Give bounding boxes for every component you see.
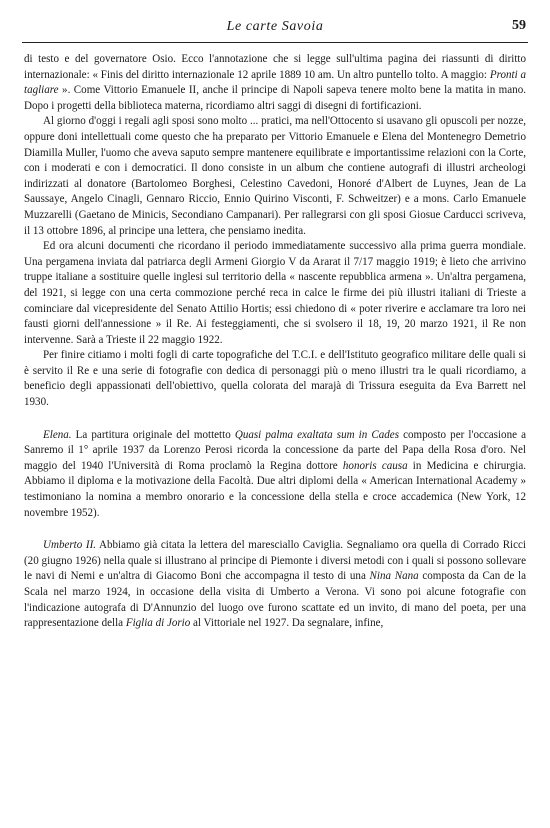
text-run: ». Come Vittorio Emanuele II, anche il principe di Napoli sapeva tenere molto bene la matita in mano. Dopo i progetti della biblioteca materna, ricordiamo altri saggi di disegni di fortificazioni. [24,84,526,112]
section-paragraph [24,428,526,522]
italic-text: Pronti a tagliare [24,68,526,97]
paragraph [24,239,526,348]
text-run: composta da Can de la Scala nel marzo 1924, in occasione della visita di Umberto a Verona. Vi sono poi alcune fotografie con l'indicazione autografa di D'Annunzio del luogo ove furono scattate ed un invito, di mano del poeta, per una rappresentazione della [24,570,526,630]
italic-text: Figlia di Jorio [125,617,191,630]
paragraph [24,348,526,410]
italic-text: Umberto II. [43,539,97,552]
italic-text: Quasi palma exaltata sum in Cades [234,428,399,441]
italic-text: Nina Nana [369,570,419,583]
italic-text: honoris causa [342,459,408,472]
body-text [24,52,526,632]
text-run: Abbiamo già citata la lettera del maresciallo Caviglia. Segnaliamo ora quella di Corrado Ricci (20 giugno 1926) nella quale si illustrano al principe di Piemonte i diversi metodi con i quali si possono sollevare le navi di Nemi e un'altra di Giacomo Boni che accompagna il testo di una [24,539,527,583]
text-run: in Medicina e chirurgia. Abbiamo il diploma e la motivazione della Facoltà. Due altri diplomi della « American International Academy » testimoniano la nomina a membro onorario e la concessione della stella e croce accademica (New York, 12 novembre 1952). [24,459,526,519]
text-run: di testo e del governatore Osio. Ecco l'annotazione che si legge sull'ultima pagina dei riassunti di diritto internazionale: « Finis del diritto internazionale 12 aprile 1889 10 am. Un altro puntello tolto. A maggio: [24,53,526,81]
text-run: Al giorno d'oggi i regali agli sposi sono molto ... pratici, ma nell'Ottocento si usavano gli opuscoli per nozze, oppure doni intellettuali come questo che ha preparato per Vittorio Emanuele e Elena del Montenegro Demetrio Diamilla Muller, l'uomo che aveva saputo sempre mantenere equilibrate e importantissime relazioni con la Corte, con i moderati e con i democratici. Il dono consiste in un album che contiene autografi di illustri archeologi indirizzati al donatore (Bartolomeo Borghesi, Celestino Cavedoni, Honoré d'Albert de Luynes, Jean de La Saussaye, Angelo Cinagli, Gennaro Riccio, Ennio Quirino Visconti, F. Schweitzer) e a mons. Carlo Emanuele Muzzarelli (Gaetano de Minicis, Secondiano Campanari). Per rallegrarsi con gli sposi Giosue Carducci scriveva, il 13 ottobre 1896, al principe una lettera, che pensiamo inedita. [24,115,526,237]
running-title: Le carte Savoia [226,19,324,34]
paragraph [24,114,526,239]
text-run: Per finire citiamo i molti fogli di carte topografiche del T.C.I. e dell'Istituto geografico militare delle quali si è servito il Re e una serie di fotografie con dedica di personaggi più o meno illustri tra le quali ricordiamo, a beneficio degli appassionati dell'obiettivo, quella colorata del marajà di Trissura eseguita da Eva Barrett nel 1930. [24,349,526,409]
italic-text: Elena. [43,428,72,441]
page-number: 59 [512,18,526,33]
text-run: Ed ora alcuni documenti che ricordano il periodo immediatamente successivo alla prima guerra mondiale. Una pergamena inviata dal patriarca degli Armeni Giorgio V da Ararat il 7/17 maggio 1919; è lieto che arrivino truppe italiane a sostituire quelle inglesi sul territorio della « nascente repubblica armena ». Un'altra pergamena, del 1921, si legge con una certa commozione perché reca in calce le firme dei più illustri italiani di Trieste a cominciare dal vicepresidente del Senato Attilio Hortis; essi chiedono di « poter riverire e acclamare tra loro nei fausti giorni dell'annessione » il Re. Ai festeggiamenti, che si svolsero il 18, 19, 20 marzo 1921, il Re non intervenne. Sarà a Trieste il 22 maggio 1922. [24,240,526,346]
text-run: composto per l'occasione a Sanremo il 1° aprile 1937 da Lorenzo Perosi ricorda la concessione da parte del Papa della Rosa d'oro. Nel maggio del 1940 l'Università di Roma proclamò la Regina dottore [24,428,527,472]
running-header [22,18,528,43]
text-run: La partitura originale del mottetto [71,428,235,441]
paragraph [24,52,526,114]
text-run: al Vittoriale nel 1927. Da segnalare, infine, [190,617,384,630]
section-paragraph [24,538,526,632]
